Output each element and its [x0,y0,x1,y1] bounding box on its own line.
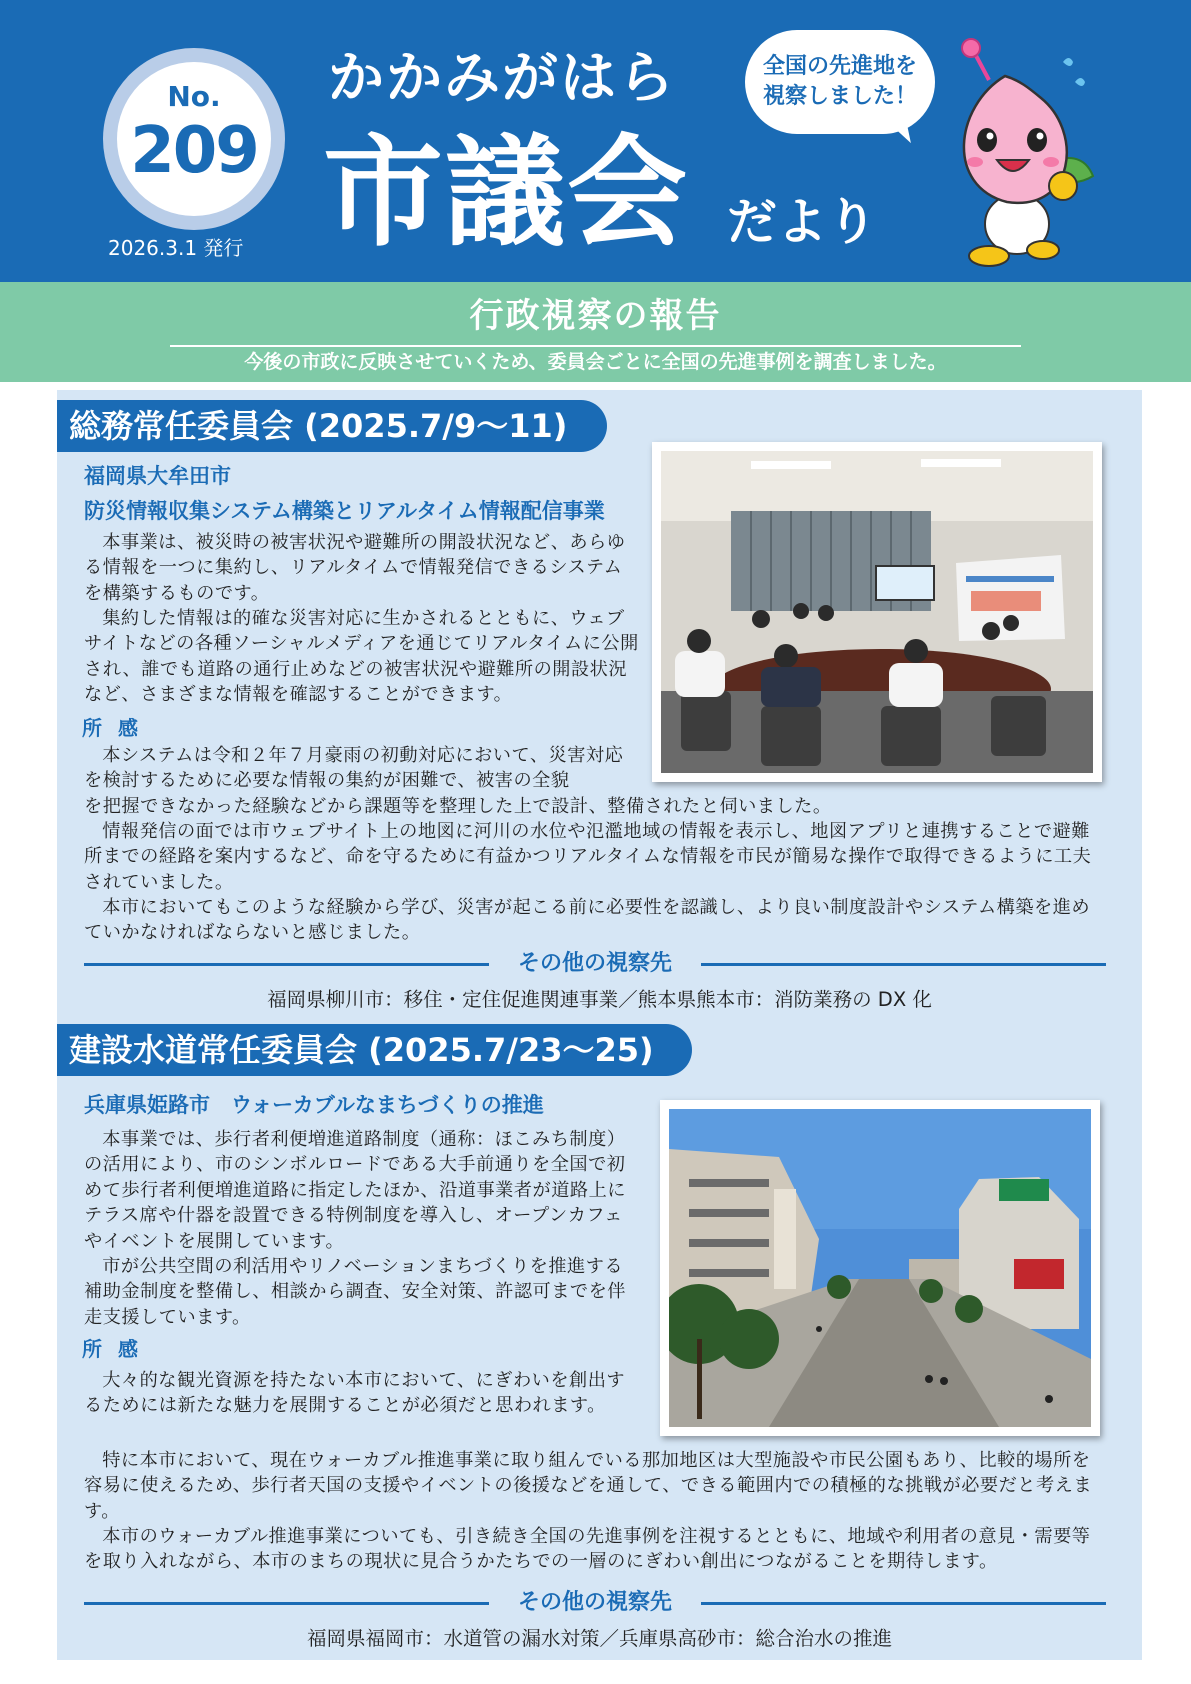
report-subtitle: 今後の市政に反映させていくため、委員会ごとに全国の先進事例を調査しました。 [244,351,947,373]
bubble-line-1: 全国の先進地を [762,54,917,79]
section2-impressions-3: 本市のウォーカブル推進事業についても、引き続き全国の先進事例を注視するとともに、地域や利用者の意見・需要等を取り入れながら、本市のまちの現状に見合うかたちでの一層のにぎわい創出につながることを期待します。 [84,1526,1091,1573]
section1-other-sites-label: その他の視察先 [517,951,672,976]
section1-impressions-2: を把握できなかった経験などから課題等を整理した上で設計、整備されたと伺いました。 [84,796,832,817]
section-heading-soumu: 総務常任委員会 (2025.7/9～11) [57,400,607,452]
title-sub: だより [727,193,877,251]
section1-other-sites-divider [84,948,1106,980]
divider-line-left [84,1602,489,1605]
title-main: 市議会 [323,124,689,263]
section2-impressions-1: 大々的な観光資源を持たない本市において、にぎわいを創出するためには新たな魅力を展開することが必須だと思われます。 [84,1370,626,1417]
report-title: 行政視察の報告 [469,296,722,336]
section2-body-2: 市が公共空間の利活用やリノベーションまちづくりを推進する補助金制度を整備し、相談から調査、安全対策、許認可までを伴走支援しています。 [84,1256,626,1328]
section1-body-1: 本事業は、被災時の被害状況や避難所の開設状況など、あらゆる情報を一つに集約し、リアルタイムで情報発信できるシステムを構築するものです。 [84,532,626,604]
title-city: かかみがはら [328,46,676,111]
section1-topic: 防災情報収集システム構築とリアルタイム情報配信事業 [84,499,605,523]
bubble-line-2: 視察しました！ [762,84,917,109]
issue-no-label: No. [167,80,221,113]
street-view-photo-icon [669,1109,1091,1427]
issue-badge [117,62,271,216]
section1-impressions-1: 本システムは令和２年７月豪雨の初動対応において、災害対応を検討するために必要な情報の集約が困難で、被害の全貌 [84,745,624,792]
section1-other-sites: 福岡県柳川市：移住・定住促進関連事業／熊本県熊本市：消防業務の DX 化 [267,988,932,1011]
section1-city: 福岡県大牟田市 [84,464,231,488]
section1-impressions-4: 本市においてもこのような経験から学び、災害が起こる前に必要性を認識し、より良い制度設計やシステム構築を進めていかなければならないと感じました。 [84,897,1091,944]
divider-line-right [701,963,1106,966]
section2-other-sites: 福岡県福岡市：水道管の漏水対策／兵庫県高砂市：総合治水の推進 [306,1627,892,1650]
section1-impressions-label: 所感 [82,716,154,740]
section2-impressions-label: 所感 [82,1337,154,1361]
meeting-room-photo-icon [661,451,1093,773]
section2-other-sites-label: その他の視察先 [517,1590,672,1615]
banner-divider [170,345,1021,347]
section2-body-1: 本事業では、歩行者利便増進道路制度（通称：ほこみち制度）の活用により、市のシンボルロードである大手前通りを全国で初めて歩行者利便増進道路に指定したほか、沿道事業者が道路上にテラス席や什器を設置できる特例制度を導入し、オープンカフェやイベントを展開しています。 [84,1129,626,1252]
section2-impressions-2: 特に本市において、現在ウォーカブル推進事業に取り組んでいる那加地区は大型施設や市民公園もあり、比較的場所を容易に使えるため、歩行者天国の支援やイベントの後援などを通して、できる範囲内での積極的な挑戦が必要だと考えます。 [84,1450,1093,1522]
issue-date: 2026.3.1 発行 [108,236,244,260]
divider-line-left [84,963,489,966]
section1-photo [652,442,1102,782]
masthead [0,0,1191,282]
section2-other-sites-divider [84,1587,1106,1619]
mascot-character-icon [945,36,1105,276]
section2-photo [660,1100,1100,1436]
report-banner [0,282,1191,382]
section-heading-kensetsu: 建設水道常任委員会 (2025.7/23～25) [57,1024,692,1076]
section2-topic: 兵庫県姫路市 ウォーカブルなまちづくりの推進 [84,1093,544,1117]
section1-impressions-3: 情報発信の面では市ウェブサイト上の地図に河川の水位や氾濫地域の情報を表示し、地図アプリと連携することで避難所までの経路を案内するなど、命を守るために有益かつリアルタイムな情報を市民が簡易な操作で取得できるように工夫されていました。 [84,821,1092,893]
divider-line-right [701,1602,1106,1605]
section1-body-2: 集約した情報は的確な災害対応に生かされるとともに、ウェブサイトなどの各種ソーシャルメディアを通じてリアルタイムに公開され、誰でも道路の通行止めなどの被害状況や避難所の開設状況など、さまざまな情報を確認することができます。 [84,608,639,706]
issue-number: 209 [130,114,258,188]
speech-bubble [745,30,935,134]
